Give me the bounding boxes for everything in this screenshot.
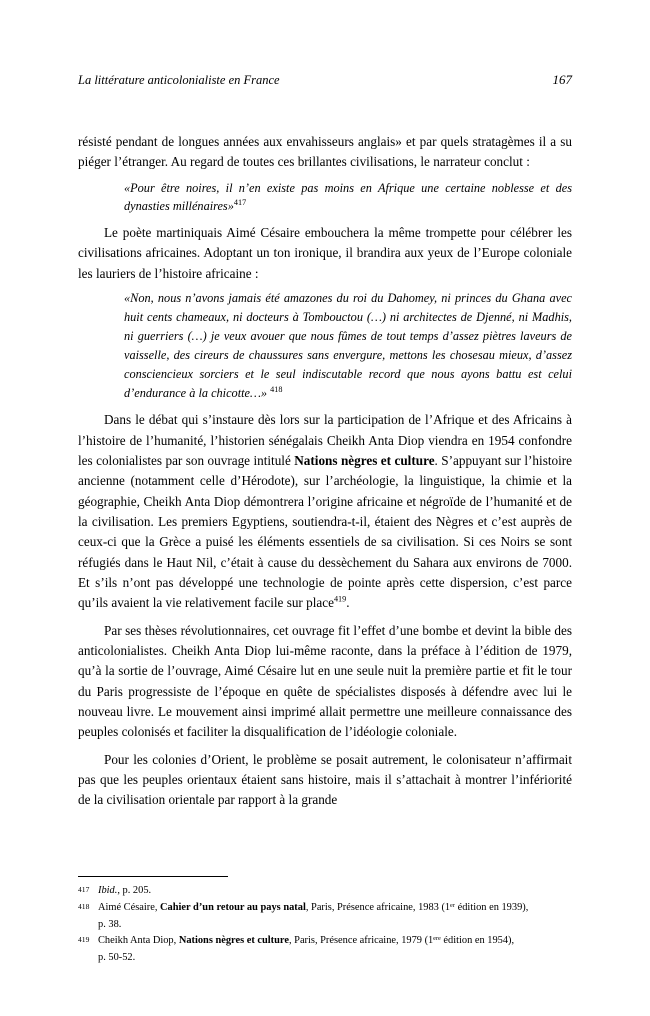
paragraph-3 <box>78 410 572 613</box>
page-number: 167 <box>552 72 572 87</box>
footnote-419-continuation: p. 50-52. <box>98 952 136 964</box>
footnote-418-text <box>98 901 572 916</box>
footnote-419-rest: , Paris, Présence africaine, 1979 (1ᵉʳᵉ édition en 1954), <box>288 935 515 947</box>
book-title-nations-negres: Nations nègres et culture <box>294 452 435 468</box>
paragraph-4: Par ses thèses révolutionnaires, cet ouvrage fit l’effet d’une bombe et devint la bible des anticolonialistes. Cheikh Anta Diop lui-même raconte, dans la préface à l’édition de 1979, qu’à la sortie de l’ouvrage, Aimé Césaire lut en une seule nuit la première partie et fit le tour du Paris progressiste de l’époque en quête de spécialistes disposés à défendre avec lui le nouveau livre. Le mouvement ainsi imprimé allait permettre une meilleure connaissance des peuples colonisés et faciliter la disqualification de l’idéologie coloniale. <box>78 622 572 740</box>
footnote-ref-418: 418 <box>270 385 283 395</box>
footnote-417-italic: Ibid. <box>98 885 118 896</box>
footnote-separator-rule <box>78 876 228 877</box>
footnote-419-author: Cheikh Anta Diop, <box>98 935 179 947</box>
footnote-418-author: Aimé Césaire, <box>98 901 161 913</box>
block-quote-2 <box>78 289 572 403</box>
quote-2-text: «Non, nous n’avons jamais été amazones du roi du Dahomey, ni princes du Ghana avec huit cents chameaux, ni docteurs à Tombouctou (…) ni architectes de Djenné, ni Madhis, ni guerriers (…) je veux avouer que nous fûmes de tout temps d’assez piètres laveurs de vaisselle, des cireurs de chaussures sans envergure, mettons les chosesau mieux, d’assez consciencieux sorciers et le seul indiscutable record que nous ayons battu est celui d’endurance à la chicotte…» <box>124 291 572 401</box>
paragraph-3-end: . <box>346 595 350 611</box>
paragraph-1: résisté pendant de longues années aux envahisseurs anglais» et par quels stratagèmes il a su piéger l’étranger. Au regard de toutes ces brillantes civilisations, le narrateur conclut : <box>78 134 572 170</box>
footnote-417 <box>78 884 572 899</box>
footnotes-section <box>78 876 572 968</box>
page-header <box>78 72 572 88</box>
footnote-ref-417: 417 <box>233 198 247 208</box>
footnote-419 <box>78 934 572 949</box>
quote-1-text: «Pour être noires, il n’en existe pas moins en Afrique une certaine noblesse et des dynasties millénaires» <box>124 180 572 214</box>
footnote-418-title: Cahier d’un retour au pays natal <box>160 901 306 913</box>
footnote-417-rest: , p. 205. <box>117 885 152 896</box>
paragraph-5: Pour les colonies d’Orient, le problème se posait autrement, le colonisateur n’affirmait pas que les peuples orientaux étaient sans histoire, mais il s’attachait à montrer l’infériorité de la civilisation orientale par rapport à la grande <box>78 751 572 808</box>
page-content <box>78 72 572 812</box>
block-quote-1 <box>78 179 572 216</box>
footnote-417-number: 417 <box>78 885 90 894</box>
footnote-418-continuation: p. 38. <box>98 918 122 930</box>
footnote-417-text <box>98 884 572 899</box>
footnote-419-number: 419 <box>78 935 90 945</box>
paragraph-3-part-a: Dans le débat qui s’instaure dès lors sur la participation de l’Afrique et des Africains à l’histoire de l’humanité, l’historien sénégalais Cheikh Anta Diop viendra en 1954 confondre les colonialistes par son ouvrage intitulé <box>78 412 572 468</box>
running-title: La littérature anticolonialiste en France <box>78 73 280 87</box>
footnote-ref-419: 419 <box>333 594 347 604</box>
footnote-419-text <box>98 934 572 949</box>
footnote-418-rest: , Paris, Présence africaine, 1983 (1ᵉʳ édition en 1939), <box>305 901 529 913</box>
footnote-418 <box>78 901 572 916</box>
paragraph-2: Le poète martiniquais Aimé Césaire embouchera la même trompette pour célébrer les civilisations africaines. Adoptant un ton ironique, il brandira aux yeux de l’Europe coloniale les lauriers de l’histoire africaine : <box>78 225 572 281</box>
footnote-418-number: 418 <box>78 901 90 911</box>
paragraph-3-part-b: . S’appuyant sur l’histoire ancienne (notamment celle d’Hérodote), sur l’archéologie, la linguistique, la chimie et la géographie, Cheikh Anta Diop démontrera l’origine africaine et négroïde de l’humanité et de la civilisation. Les premiers Egyptiens, soutiendra-t-il, étaient des Nègres et c’est auprès de ceux-ci que la Grèce a puisé les éléments essentiels de sa civilisation. Si ces Noirs se sont réfugiés dans le Haut Nil, c’était à cause du dessèchement du Sahara aux environs de 7000. Et s’ils n’ont pas développé une technologie de pointe après cette dispersion, c’est parce qu’ils avaient la vie relativement facile sur place <box>78 452 572 611</box>
footnote-419-title: Nations nègres et culture <box>178 935 289 947</box>
